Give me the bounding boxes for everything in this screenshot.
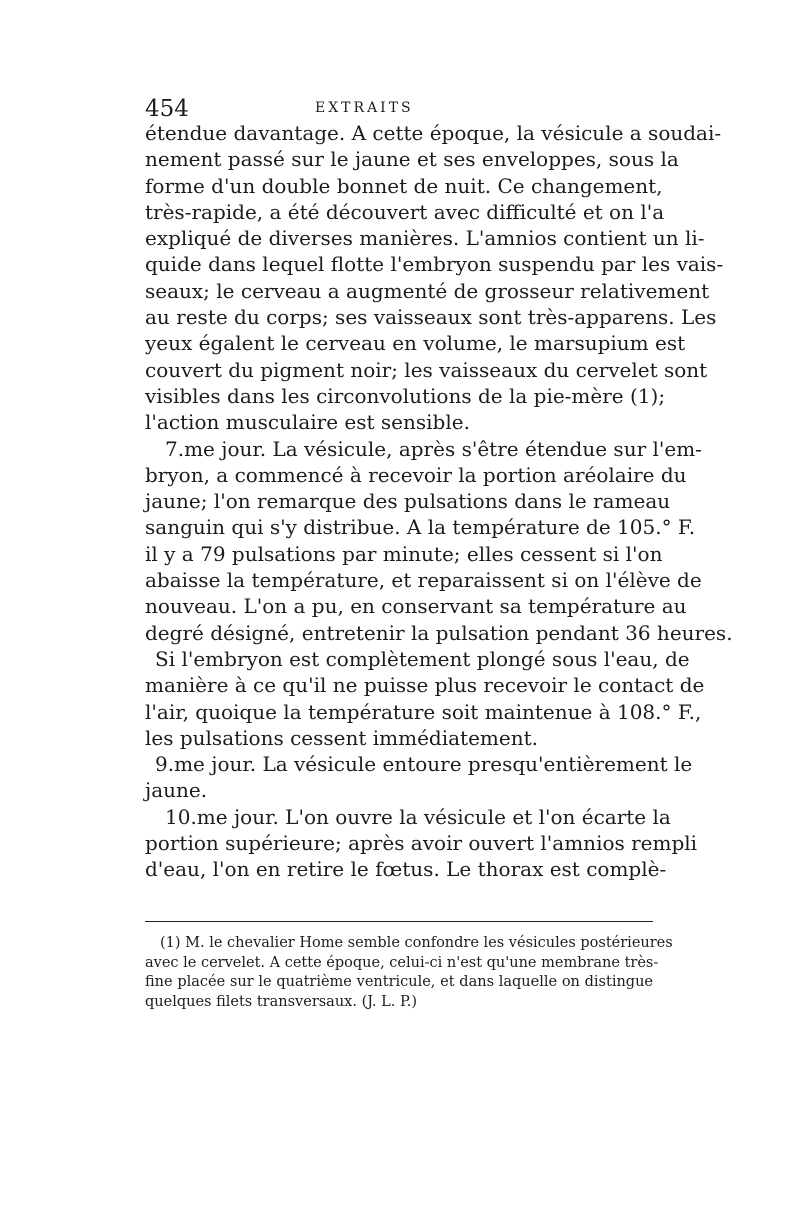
footnote-line: quelques filets transversaux. (J. L. P.) [145,993,418,1010]
text-line: étendue davantage. A cette époque, la vésicule a soudai- [145,121,722,145]
text-line: portion supérieure; après avoir ouvert l'amnios rempli [145,831,698,856]
text-line: abaisse la température, et reparaissent si on l'élève de [145,568,702,593]
text-line: visibles dans les circonvolutions de la pie-mère (1); [145,383,666,408]
text-line: nement passé sur le jaune et ses enveloppes, sous la [145,147,679,172]
footnote [145,934,673,1012]
text-line: jaune. [145,778,208,803]
text-line: il y a 79 pulsations par minute; elles cessent si l'on [145,541,663,566]
footnote-line: fine placée sur le quatrième ventricule, et dans laquelle on distingue [145,974,653,990]
footnote-rule [145,921,653,922]
text-line: 10.me jour. L'on ouvre la vésicule et l'on écarte la [165,804,671,829]
text-line: l'air, quoique la température soit maintenue à 108.° F., [145,699,702,724]
text-line: yeux égalent le cerveau en volume, le marsupium est [145,331,686,356]
text-line: seaux; le cerveau a augmenté de grosseur relativement [145,278,710,303]
page-number: 454 [145,96,189,122]
footnote-line: (1) M. le chevalier Home semble confondre les vésicules postérieures [160,935,673,951]
text-line: bryon, a commencé à recevoir la portion aréolaire du [145,462,687,487]
text-line: degré désigné, entretenir la pulsation pendant 36 heures. [145,620,733,645]
text-line: jaune; l'on remarque des pulsations dans le rameau [145,489,671,514]
text-line: au reste du corps; ses vaisseaux sont très-apparens. Les [145,305,717,330]
text-line: manière à ce qu'il ne puisse plus recevoir le contact de [145,673,705,698]
footnote-line: avec le cervelet. A cette époque, celui-ci n'est qu'une membrane très- [145,954,659,971]
text-line: Si l'embryon est complètement plongé sous l'eau, de [155,646,690,671]
text-line: 7.me jour. La vésicule, après s'être étendue sur l'em- [165,436,702,461]
text-line: expliqué de diverses manières. L'amnios contient un li- [145,226,705,251]
text-line: d'eau, l'on en retire le fœtus. Le thorax est complè- [145,857,667,882]
text-line: couvert du pigment noir; les vaisseaux du cervelet sont [145,357,708,382]
text-line: très-rapide, a été découvert avec difficulté et on l'a [145,199,665,224]
running-head: EXTRAITS [315,100,414,116]
text-line: 9.me jour. La vésicule entoure presqu'entièrement le [155,752,693,777]
text-line: les pulsations cessent immédiatement. [145,725,539,750]
text-line: sanguin qui s'y distribue. A la température de 105.° F. [145,515,696,540]
body-text [145,120,733,883]
text-line: l'action musculaire est sensible. [145,410,470,435]
text-line: forme d'un double bonnet de nuit. Ce changement, [145,173,663,198]
text-line: nouveau. L'on a pu, en conservant sa température au [145,594,687,619]
text-line: quide dans lequel flotte l'embryon suspendu par les vais- [145,252,724,277]
